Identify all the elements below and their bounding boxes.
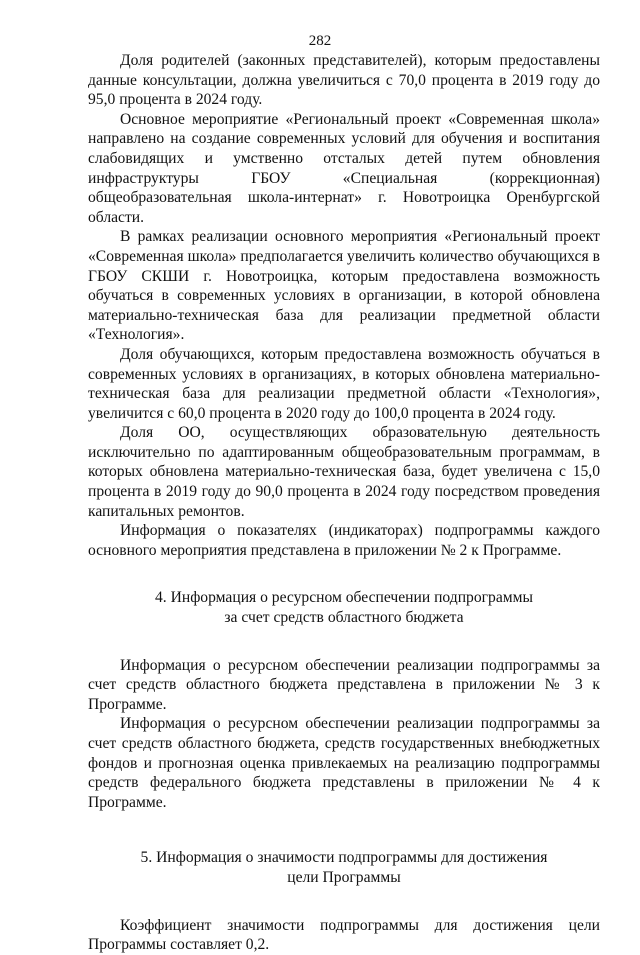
paragraph: Основное мероприятие «Региональный проект «Современная школа» направлено на создание современных условий для обучения и воспитания слабовидящих и умственно отсталых детей путем обновления инфраструктуры ГБОУ «Специальная (коррекционная) общеобразовательная школа-интернат» г. Новотроицка Оренбургской области. [88, 110, 600, 226]
heading-line: 4. Информация о ресурсном обеспечении подпрограммы [155, 589, 533, 607]
section-5-heading [88, 848, 600, 887]
heading-line: цели Программы [287, 868, 401, 886]
heading-line: за счет средств областного бюджета [224, 609, 464, 627]
paragraph: Доля ОО, осуществляющих образовательную деятельность исключительно по адаптированным общеобразовательным программам, в которых обновлена материально-техническая база, будет увеличена с 15,0 процента в 2019 году до 90,0 процента в 2024 году посредством проведения капитальных ремонтов. [88, 424, 600, 520]
paragraph: Коэффициент значимости подпрограммы для достижения цели Программы составляет 0,2. [88, 916, 600, 954]
section-4-heading [88, 588, 600, 627]
paragraph: Информация о показателях (индикаторах) подпрограммы каждого основного мероприятия представлена в приложении № 2 к Программе. [88, 522, 600, 559]
paragraph: Доля родителей (законных представителей), которым предоставлены данные консультации, должна увеличиться с 70,0 процента в 2019 году до 95,0 процента в 2024 году. [88, 52, 600, 109]
paragraph: Доля обучающихся, которым предоставлена возможность обучаться в современных условиях в организациях, в которых обновлена материально-техническая база для реализации предметной области «Технология», увеличится с 60,0 процента в 2020 году до 100,0 процента в 2024 году. [88, 345, 600, 422]
paragraph: Информация о ресурсном обеспечении реализации подпрограммы за счет средств областного бюджета представлена в приложении № 3 к Программе. [88, 656, 600, 713]
document-body [88, 51, 600, 955]
heading-line: 5. Информация о значимости подпрограммы для достижения [140, 849, 548, 867]
paragraph: В рамках реализации основного мероприятия «Региональный проект «Современная школа» предполагается увеличить количество обучающихся в ГБОУ СКШИ г. Новотроицка, которым предоставлена возможность обучаться в современных условиях в организации, в которой обновлена материально-техническая база для реализации предметной области «Технология». [88, 228, 600, 344]
page-number: 282 [308, 33, 332, 49]
paragraph: Информация о ресурсном обеспечении реализации подпрограммы за счет средств областного бюджета, средств государственных внебюджетных фондов и прогнозная оценка привлекаемых на реализацию подпрограммы средств федерального бюджета представлены в приложении № 4 к Программе. [88, 715, 600, 811]
